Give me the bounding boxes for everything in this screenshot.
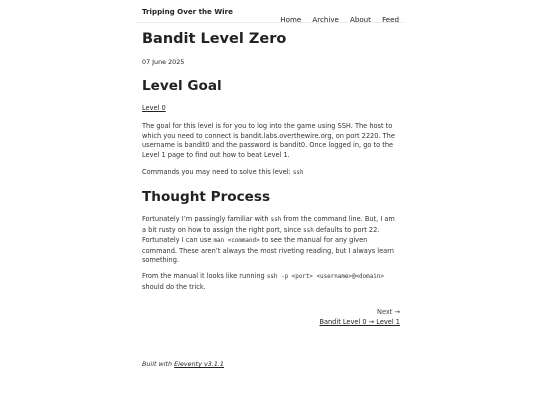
- heading-level-goal: Level Goal: [142, 78, 222, 94]
- nav-feed[interactable]: Feed: [382, 15, 399, 24]
- thought-text: to see the manual for any given command. These aren’t always the most riveting reading, but I always learn something.: [142, 236, 394, 264]
- eleventy-link[interactable]: Eleventy v3.1.1: [174, 360, 224, 368]
- nav-about[interactable]: About: [349, 15, 371, 24]
- inline-code: man <command>: [213, 238, 260, 244]
- next-label: Next →: [377, 308, 400, 316]
- post-title: Bandit Level Zero: [142, 31, 287, 47]
- commands-text: Commands you may need to solve this level:: [142, 168, 293, 176]
- inline-code: ssh: [303, 227, 314, 234]
- main-nav: [274, 7, 399, 26]
- nav-home[interactable]: Home: [280, 15, 302, 24]
- site-header: [137, 0, 404, 23]
- site-footer: [142, 360, 224, 368]
- thought-text: should do the trick.: [142, 282, 206, 291]
- thought-text: Fortunately I’m passingly familiar with: [142, 215, 271, 223]
- next-post-link[interactable]: Bandit Level 0 → Level 1: [319, 318, 400, 326]
- footer-text: Built with: [142, 360, 175, 368]
- thought-text: From the manual it looks like running: [142, 272, 267, 280]
- goal-paragraph: The goal for this level is for you to log into the game using SSH. The host to which you need to connect is bandit.labs.overthewire.org, on port 2220. The username is bandit0 and the password is bandit0. Once logged in, go to the Level 1 page to find out how to beat Level 1.: [142, 122, 395, 159]
- nav-archive[interactable]: Archive: [312, 15, 339, 24]
- inline-code: ssh: [270, 217, 282, 223]
- thought-text: defaults to port 22. Fortunately I can use: [142, 225, 380, 244]
- level-link-paragraph: [142, 104, 400, 114]
- inline-code: ssh -p <port> <username>@<domain>: [266, 274, 384, 280]
- level-0-link[interactable]: Level 0: [142, 104, 166, 112]
- thought-text: from the command line. But, I am a bit rusty on how to assign the right port, since: [142, 215, 395, 234]
- commands-paragraph: [142, 168, 400, 179]
- thought-paragraph-1: [142, 215, 400, 266]
- thought-paragraph-2: [142, 272, 400, 292]
- post-pager: [319, 307, 400, 327]
- heading-thought-process: Thought Process: [142, 189, 271, 205]
- post-date: 07 June 2025: [142, 58, 185, 66]
- site-title-link[interactable]: Tripping Over the Wire: [142, 7, 233, 16]
- commands-code: ssh: [292, 170, 304, 176]
